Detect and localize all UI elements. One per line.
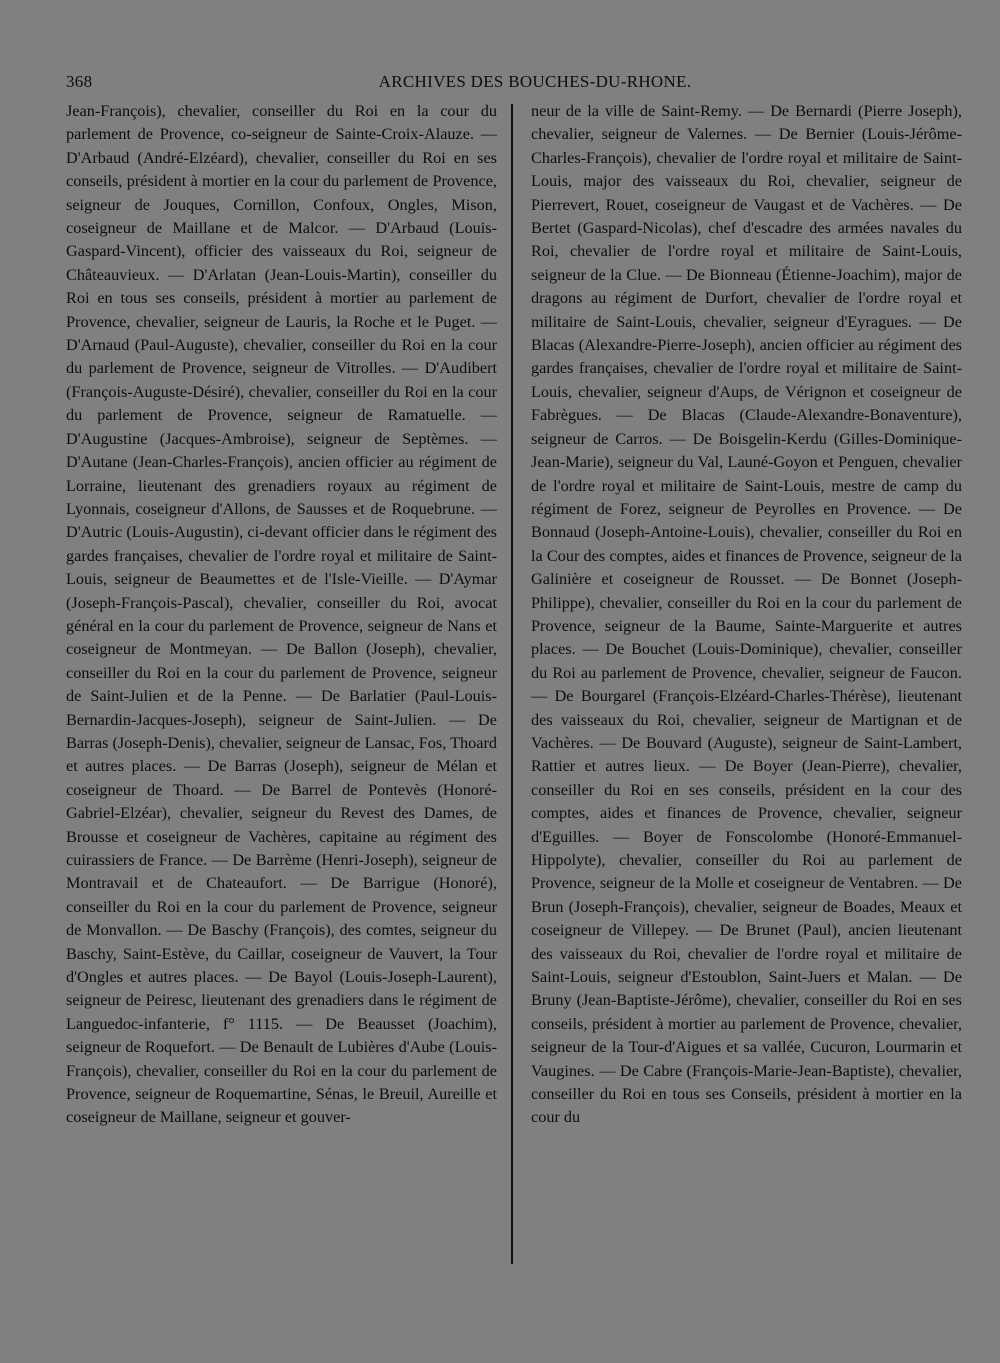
page-header bbox=[66, 72, 964, 98]
page-number: 368 bbox=[66, 72, 93, 91]
text-column-left: Jean-François), chevalier, conseiller du Roi en la cour du parlement de Provence, co-seigneur de Sainte-Croix-Alauze. — D'Arbaud (André-Elzéard), chevalier, conseiller du Roi en ses conseils, président à mortier en la cour du parlement de Provence, seigneur de Jouques, Cornillon, Confoux, Ongles, Mison, coseigneur de Maillane et de Malcor. — D'Arbaud (Louis-Gaspard-Vincent), officier des vaisseaux du Roi, seigneur de Châteauvieux. — D'Arlatan (Jean-Louis-Martin), conseiller du Roi en tous ses conseils, président à mortier au parlement de Provence, chevalier, seigneur de Lauris, la Roche et le Puget. — D'Arnaud (Paul-Auguste), chevalier, conseiller du Roi en la cour du parlement de Provence, seigneur de Vitrolles. — D'Audibert (François-Auguste-Désiré), chevalier, conseiller du Roi en la cour du parlement de Provence, seigneur de Ramatuelle. — D'Augustine (Jacques-Ambroise), seigneur de Septèmes. — D'Autane (Jean-Charles-François), ancien officier au régiment de Lorraine, lieutenant des grenadiers royaux au régiment de Lyonnais, coseigneur d'Allons, de Sausses et de Roquebrune. — D'Autric (Louis-Augustin), ci-devant officier dans le régiment des gardes françaises, chevalier de l'ordre royal et militaire de Saint-Louis, seigneur de Beaumettes et de l'Isle-Vieille. — D'Aymar (Joseph-François-Pascal), chevalier, conseiller du Roi, avocat général en la cour du parlement de Provence, seigneur de Nans et coseigneur de Montmeyan. — De Ballon (Joseph), chevalier, conseiller du Roi en la cour du parlement de Provence, seigneur de Saint-Julien et de la Penne. — De Barlatier (Paul-Louis-Bernardin-Jacques-Joseph), seigneur de Saint-Julien. — De Barras (Joseph-Denis), chevalier, seigneur de Lansac, Fos, Thoard et autres places. — De Barras (Joseph), seigneur de Mélan et coseigneur de Thoard. — De Barrel de Pontevès (Honoré-Gabriel-Elzéar), chevalier, seigneur du Revest des Dames, de Brousse et coseigneur de Vachères, capitaine au régiment des cuirassiers de France. — De Barrème (Henri-Joseph), seigneur de Montravail et de Chateaufort. — De Barrigue (Honoré), conseiller du Roi en la cour du parlement de Provence, seigneur de Monvallon. — De Baschy (François), des comtes, seigneur du Baschy, Saint-Estève, du Caillar, coseigneur de Vauvert, la Tour d'Ongles et autres places. — De Bayol (Louis-Joseph-Laurent), seigneur de Peiresc, lieutenant des grenadiers dans le régiment de Languedoc-infanterie, f° 1115. — De Beausset (Joachim), seigneur de Roquefort. — De Benault de Lubières d'Aube (Louis-François), chevalier, conseiller du Roi en la cour du parlement de Provence, seigneur de Roquemartine, Sénas, le Breuil, Aureille et coseigneur de Maillane, seigneur et gouver- bbox=[66, 102, 497, 1127]
running-title: ARCHIVES DES BOUCHES-DU-RHONE. bbox=[378, 72, 692, 91]
text-column-right: neur de la ville de Saint-Remy. — De Bernardi (Pierre Joseph), chevalier, seigneur de Valernes. — De Bernier (Louis-Jérôme-Charles-François), chevalier de l'ordre royal et militaire de Saint-Louis, major des vaisseaux du Roi, chevalier, seigneur de Pierrevert, Rouet, coseigneur de Vaugast et de Vachères. — De Bertet (Gaspard-Nicolas), chef d'escadre des armées navales du Roi, chevalier de l'ordre royal et militaire de Saint-Louis, seigneur de la Clue. — De Bionneau (Étienne-Joachim), major de dragons au régiment de Durfort, chevalier de l'ordre royal et militaire de Saint-Louis, chevalier, seigneur d'Eyragues. — De Blacas (Alexandre-Pierre-Joseph), ancien officier au régiment des gardes françaises, chevalier de l'ordre royal et militaire de Saint-Louis, chevalier, seigneur d'Aups, de Vérignon et coseigneur de Fabrègues. — De Blacas (Claude-Alexandre-Bonaventure), seigneur de Carros. — De Boisgelin-Kerdu (Gilles-Dominique-Jean-Marie), seigneur du Val, Launé-Goyon et Penguen, chevalier de l'ordre royal et militaire de Saint-Louis, mestre de camp du régiment de Forez, seigneur de Peyrolles en Provence. — De Bonnaud (Joseph-Antoine-Louis), chevalier, conseiller du Roi en la Cour des comptes, aides et finances de Provence, seigneur de la Galinière et coseigneur de Rousset. — De Bonnet (Joseph-Philippe), chevalier, conseiller du Roi en la cour du parlement de Provence, seigneur de la Baume, Sainte-Marguerite et autres places. — De Bouchet (Louis-Dominique), chevalier, conseiller du Roi au parlement de Provence, chevalier, seigneur de Faucon. — De Bourgarel (François-Elzéard-Charles-Thérèse), lieutenant des vaisseaux du Roi, chevalier, seigneur de Martignan et de Vachères. — De Bouvard (Auguste), seigneur de Saint-Lambert, Rattier et autres lieux. — De Boyer (Jean-Pierre), chevalier, conseiller du Roi en ses conseils, président en la cour des comptes, aides et finances de Provence, chevalier, seigneur d'Eguilles. — Boyer de Fonscolombe (Honoré-Emmanuel-Hippolyte), chevalier, conseiller du Roi au parlement de Provence, seigneur de la Molle et coseigneur de Ventabren. — De Brun (Joseph-François), chevalier, seigneur de Boades, Meaux et coseigneur de Villepey. — De Brunet (Paul), ancien lieutenant des vaisseaux du Roi, chevalier de l'ordre royal et militaire de Saint-Louis, seigneur d'Estoublon, Saint-Juers et Malan. — De Bruny (Jean-Baptiste-Jérôme), chevalier, conseiller du Roi en ses conseils, président à mortier au parlement de Provence, chevalier, seigneur de la Tour-d'Aigues et sa vallée, Cucuron, Lourmarin et Vaugines. — De Cabre (François-Marie-Jean-Baptiste), chevalier, conseiller du Roi en tous ses Conseils, président à mortier en la cour du bbox=[531, 102, 962, 1127]
column-divider bbox=[511, 104, 513, 1264]
